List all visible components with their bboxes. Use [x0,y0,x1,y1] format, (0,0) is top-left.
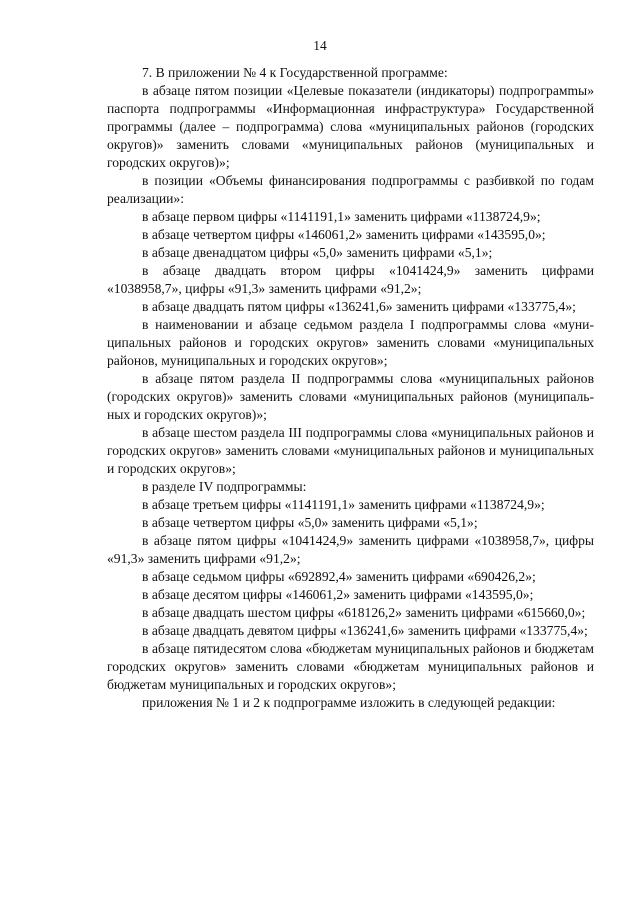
paragraph: в абзаце двенадцатом цифры «5,0» заменить цифрами «5,1»; [142,245,493,260]
paragraph: в абзаце первом цифры «1141191,1» заменить цифрами «1138724,9»; [142,209,541,224]
paragraph: в абзаце двадцать пятом цифры «136241,6» заменить цифрами «133775,4»; [142,299,576,314]
paragraph-subheading: в разделе IV подпрограммы: [142,479,307,494]
paragraph: в абзаце четвертом цифры «5,0» заменить цифрами «5,1»; [142,515,478,530]
paragraph: приложения № 1 и 2 к подпрограмме изложить в следующей редакции: [142,695,556,710]
paragraph: в позиции «Объемы финансирования подпрограммы с разбивкой по годам реализации»: [107,173,594,206]
paragraph: в абзаце третьем цифры «1141191,1» заменить цифрами «1138724,9»; [142,497,545,512]
paragraph: в абзаце пятом цифры «1041424,9» заменить цифрами «1038958,7», цифры «91,3» заменить цифрами «91,2»; [107,533,594,566]
paragraph: в абзаце пятом раздела II подпрограммы слова «муниципальных районов (городских округов)» заменить словами «муниципальных районов (муниципальных и городских округов)»; [107,371,594,422]
paragraph: в наименовании и абзаце седьмом раздела I подпрограммы слова «муниципальных районов и городских округов» заменить словами «муниципальных районов, муниципальных и городских округов»; [107,317,594,368]
paragraph: в абзаце пятидесятом слова «бюджетам муниципальных районов и бюджетам городских округов» заменить словами «бюджетам муниципальных районов и бюджетам муниципальных и городских округов»; [107,641,594,692]
paragraph: в абзаце двадцать втором цифры «1041424,9» заменить цифрами «1038958,7», цифры «91,3» заменить цифрами «91,2»; [107,263,594,296]
paragraph: в абзаце шестом раздела III подпрограммы слова «муниципальных районов и городских округов» заменить словами «муниципальных районов и муниципальных и городских округов»; [107,425,594,476]
paragraph: в абзаце двадцать девятом цифры «136241,6» заменить цифрами «133775,4»; [142,623,588,638]
paragraph: в абзаце двадцать шестом цифры «618126,2» заменить цифрами «615660,0»; [142,605,586,620]
paragraph-section-7-heading: 7. В приложении № 4 к Государственной программе: [142,65,448,80]
document-body [107,64,594,712]
paragraph: в абзаце пятом позиции «Целевые показатели (индикаторы) подпрограмmы» паспорта подпрограммы «Информационная инфраструктура» Государственной программы (далее – подпрограмма) слова «муниципальных районов (городских округов)» заменить словами «муниципальных районов (муниципальных и городских округов)»; [107,83,594,170]
page-number: 14 [313,38,327,53]
paragraph: в абзаце десятом цифры «146061,2» заменить цифрами «143595,0»; [142,587,534,602]
paragraph: в абзаце четвертом цифры «146061,2» заменить цифрами «143595,0»; [142,227,546,242]
paragraph: в абзаце седьмом цифры «692892,4» заменить цифрами «690426,2»; [142,569,536,584]
